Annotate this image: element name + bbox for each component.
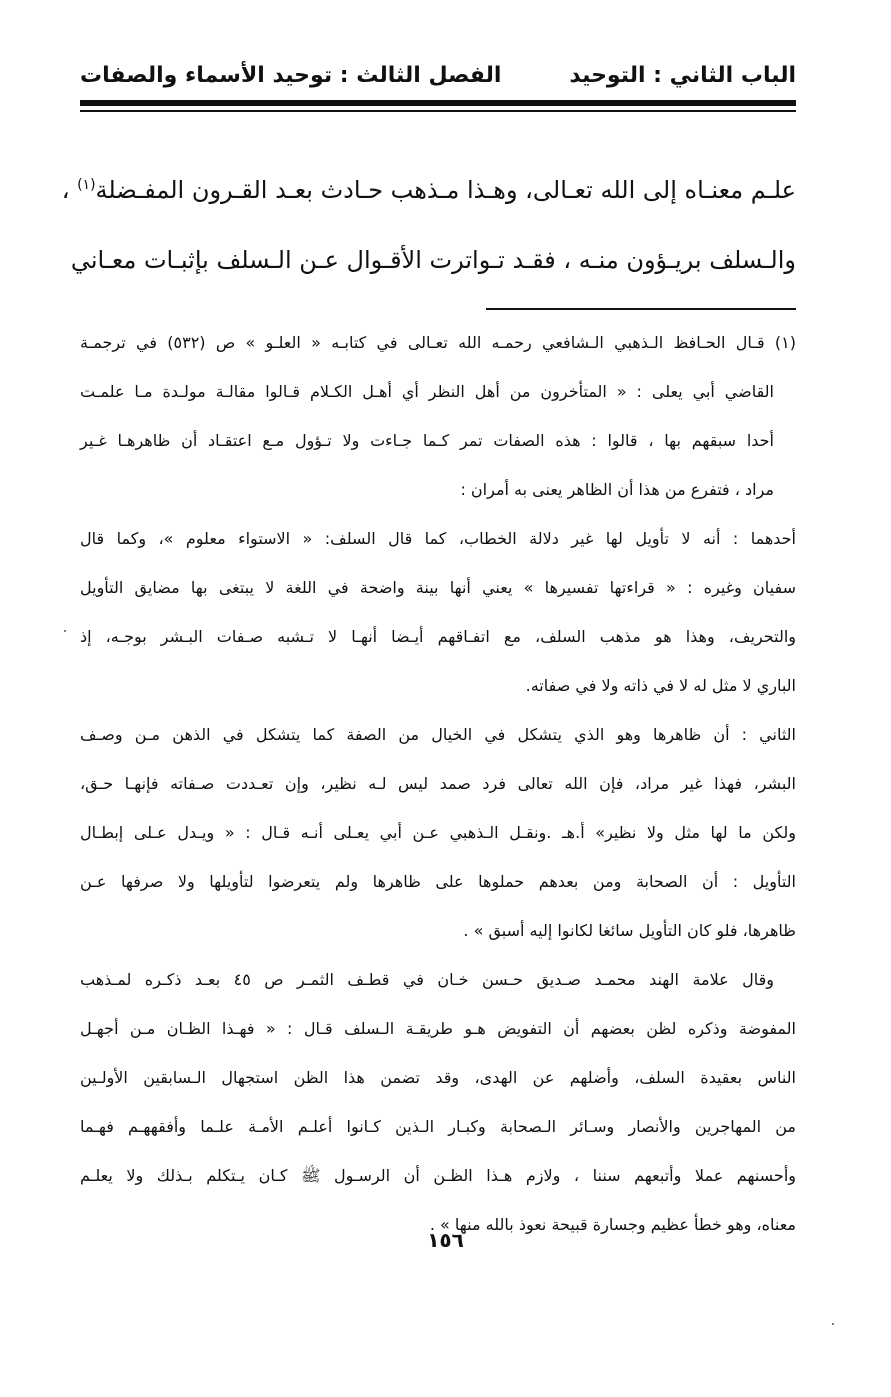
footnote-line: الناس بعقيدة السلف، وأضلهم عن الهدى، وقد تضمن هذا الظن استجهال الـسابقين الأولـين <box>80 1068 796 1087</box>
footnote-line: ظاهرها، فلو كان التأويل سائغا لكانوا إليه أسبق » . <box>463 921 796 940</box>
footnote-line: (١) قـال الحـافظ الـذهبي الـشافعي رحمـه الله تعـالى في كتابـه « العلـو » ص (٥٣٢) في ترجمـة <box>80 333 796 352</box>
footnote-reference-marker: (١) <box>77 177 96 193</box>
footnote-block <box>80 318 796 1249</box>
footnote-line: أحدهما : أنه لا تأويل لها غير دلالة الخطاب، كما قال السلف: « الاستواء معلوم »، وكما قال <box>80 529 796 548</box>
footnote-line: سفيان وغيره : « قراءتها تفسيرها » يعني أنها بينة واضحة في اللغة لا يبتغى بها مضايق التأويل <box>80 578 796 597</box>
footnote-line: من المهاجرين والأنصار وسـائر الـصحابة وكبـار الـذين كـانوا أعلـم الأمـة علـما وأفقههـم فهـما <box>80 1117 796 1136</box>
header-chapter-title: الباب الثاني : التوحيد <box>569 62 796 88</box>
footnote-line: الباري لا مثل له لا في ذاته ولا في صفاته. <box>525 676 796 695</box>
main-body-text <box>61 155 796 295</box>
header-rule-thin <box>80 110 796 112</box>
footnote-line: أحدا سبقهم بها ، قالوا : هذه الصفات تمر كـما جـاءت ولا تـؤول مـع اعتقـاد أن ظاهرهـا غـير <box>80 431 774 450</box>
footnote-line: القاضي أبي يعلى : « المتأخرون من أهل النظر أي أهـل الكـلام قـالوا مقالـة مولـدة مـا علمـت <box>80 382 774 401</box>
footnote-line: التأويل : أن الصحابة ومن بعدهم حملوها على ظاهرها ولم يتعرضوا لتأويلها ولا صرفها عـن <box>80 872 796 891</box>
main-text-line-2: والـسلف بريـؤون منـه ، فقـد تـواترت الأقـوال عـن الـسلف بإثبـات معـاني <box>70 246 796 274</box>
footnote-line: الثاني : أن ظاهرها وهو الذي يتشكل في الخيال من الصفة كما يتشكل في الذهن مـن وصـف <box>80 725 796 744</box>
footnote-line: ولكن ما لها مثل ولا نظير» أ.هـ .ونقـل الـذهبي عـن أبي يعـلى أنـه قـال : « ويـدل عـلى إبطـال <box>80 823 796 842</box>
footnote-line: وأحسنهم عملا وأتبعهم سننا ، ولازم هـذا الظـن أن الرسـول ﷺ كـان يـتكلم بـذلك ولا يعلـم <box>80 1166 796 1185</box>
header-section-title: الفصل الثالث : توحيد الأسماء والصفات <box>80 62 502 88</box>
footnote-line: مراد ، فتفرع من هذا أن الظاهر يعنى به أمران : <box>460 480 774 499</box>
scan-speck <box>64 630 66 632</box>
footnote-line: المفوضة وذكره لظن بعضهم أن التفويض هـو طريقـة الـسلف قـال : « فهـذا الظـان مـن أجهـل <box>80 1019 796 1038</box>
footnote-line: معناه، وهو خطأ عظيم وجسارة قبيحة نعوذ بالله منها » . <box>429 1215 796 1234</box>
footnote-line: وقال علامة الهند محمـد صـديق حـسن خـان في قطـف الثمـر ص ٤٥ بعـد ذكـره لمـذهب <box>80 970 775 989</box>
footnote-separator <box>486 308 796 310</box>
footnote-line: والتحريف، وهذا هو مذهب السلف، مع اتفـاقهم أيـضا أنهـا لا تـشبه صـفات البـشر بوجـه، إذ <box>80 627 796 646</box>
footnote-line: البشر، فهذا غير مراد، فإن الله تعالى فرد صمد ليس لـه نظير، وإن تعـددت صـفاته فإنهـا حـق، <box>80 774 796 793</box>
scan-speck <box>832 1323 834 1325</box>
page-number: ١٥٦ <box>427 1228 464 1252</box>
running-header <box>80 55 796 95</box>
header-rule-thick <box>80 100 796 106</box>
main-text-line-1: علـم معنـاه إلى الله تعـالى، وهـذا مـذهب حـادث بعـد القـرون المفـضلة$^{(١)}$ ، <box>61 176 796 204</box>
